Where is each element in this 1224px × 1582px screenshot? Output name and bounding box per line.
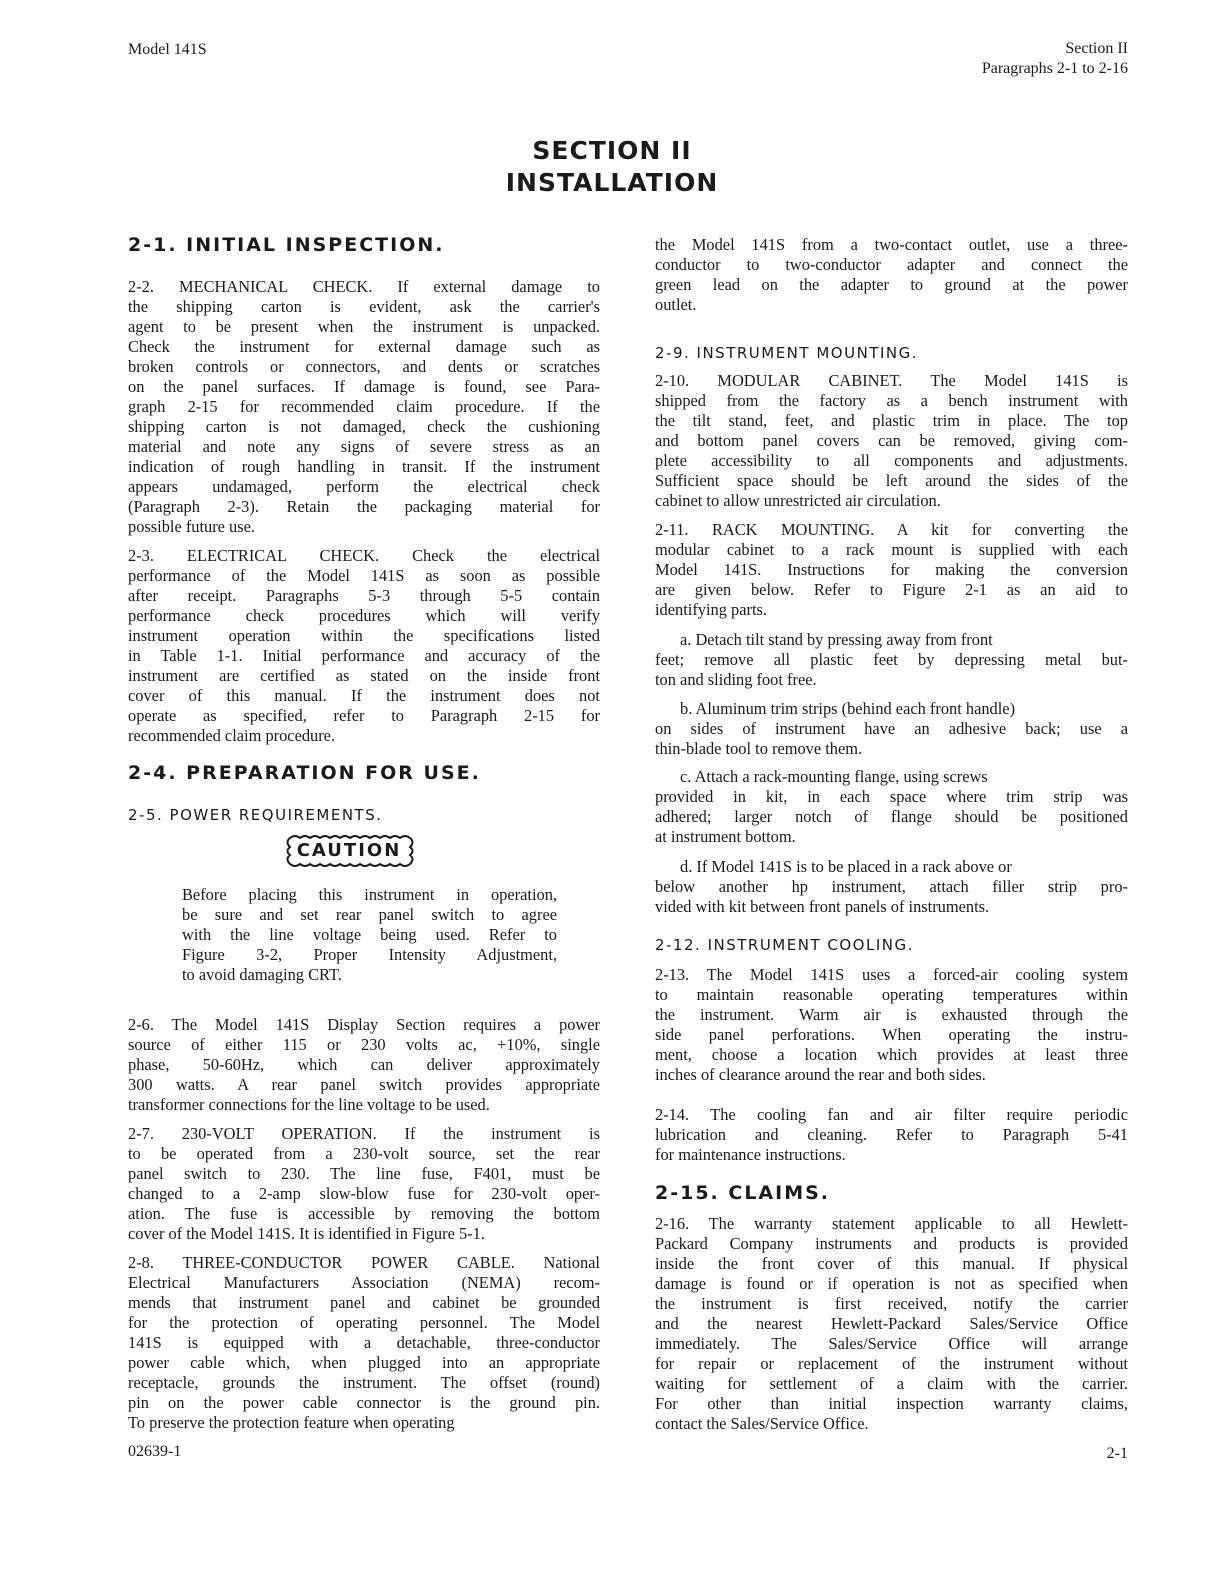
text-line: below another hp instrument, attach filler strip pro- [655,877,1128,896]
text-line: 2-13. The Model 141S uses a forced-air cooling system [655,965,1128,984]
text-line: changed to a 2-amp slow-blow fuse for 230-volt oper- [128,1184,600,1203]
heading-instrument-mounting: 2-9. INSTRUMENT MOUNTING. [655,344,918,362]
text-line: side panel perforations. When operating the instru- [655,1025,1128,1044]
text-line: after receipt. Paragraphs 5-3 through 5-5 contain [128,586,600,605]
text-line: ton and sliding foot free. [655,670,817,689]
text-line: on sides of instrument have an adhesive back; use a [655,719,1128,738]
text-line: 2-6. The Model 141S Display Section requires a power [128,1015,600,1034]
paragraph-2-8-continued [655,235,1128,315]
text-line: Model 141S. Instructions for making the conversion [655,560,1128,579]
text-line: 2-3. ELECTRICAL CHECK. Check the electrical [128,546,600,565]
text-line: contact the Sales/Service Office. [655,1414,869,1433]
text-line: provided in kit, in each space where trim strip was [655,787,1128,806]
step-d-cont [655,877,1128,917]
text-line: on the panel surfaces. If damage is found, see Para- [128,377,600,396]
text-line: the tilt stand, feet, and plastic trim in place. The top [655,411,1128,430]
step-a [680,630,1128,650]
paragraph-2-14 [655,1105,1128,1165]
text-line: lubrication and cleaning. Refer to Paragraph 5-41 [655,1125,1128,1144]
document-number: 02639-1 [128,1443,182,1460]
text-line: conductor to two-conductor adapter and connect the [655,255,1128,274]
text-line: possible future use. [128,517,256,536]
heading-initial-inspection: 2-1. INITIAL INSPECTION. [128,234,445,256]
heading-power-requirements: 2-5. POWER REQUIREMENTS. [128,806,383,824]
text-line: 300 watts. A rear panel switch provides appropriate [128,1075,600,1094]
text-line: graph 2-15 for recommended claim procedure. If the [128,397,600,416]
text-line: inches of clearance around the rear and both sides. [655,1065,986,1084]
text-line: Check the instrument for external damage such as [128,337,600,356]
text-line: and the nearest Hewlett-Packard Sales/Service Office [655,1314,1128,1333]
text-line: Figure 3-2, Proper Intensity Adjustment, [182,945,557,964]
text-line: (Paragraph 2-3). Retain the packaging material for [128,497,600,516]
text-line: outlet. [655,295,697,314]
text-line: shipping carton is not damaged, check the cushioning [128,417,600,436]
text-line: b. Aluminum trim strips (behind each front handle) [680,699,1016,718]
text-line: receptacle, grounds the instrument. The offset (round) [128,1373,600,1392]
text-line: the instrument is first received, notify the carrier [655,1294,1128,1313]
text-line: to avoid damaging CRT. [182,965,342,984]
text-line: be sure and set rear panel switch to agree [182,905,557,924]
paragraph-2-13 [655,965,1128,1085]
text-line: a. Detach tilt stand by pressing away from front [680,630,993,649]
text-line: cabinet to allow unrestricted air circulation. [655,491,941,510]
step-c [680,767,1128,787]
caution-badge [284,834,414,868]
caution-label: CAUTION [296,840,402,861]
text-line: cover of this manual. If the instrument does not [128,686,600,705]
text-line: the shipping carton is evident, ask the carrier's [128,297,600,316]
text-line: instrument operation within the specifications listed [128,626,600,645]
text-line: power cable which, when plugged into an appropriate [128,1353,600,1372]
section-title: SECTION II [532,136,692,165]
text-line: shipped from the factory as a bench instrument with [655,391,1128,410]
text-line: instrument are certified as stated on the inside front [128,666,600,685]
text-line: damage is found or if operation is not as specified when [655,1274,1128,1293]
paragraph-2-3 [128,546,600,746]
text-line: with the line voltage being used. Refer to [182,925,557,944]
text-line: appears undamaged, perform the electrical check [128,477,600,496]
text-line: 2-11. RACK MOUNTING. A kit for converting the [655,520,1128,539]
text-line: 2-8. THREE-CONDUCTOR POWER CABLE. National [128,1253,600,1272]
step-b [680,699,1128,719]
text-line: 2-14. The cooling fan and air filter require periodic [655,1105,1128,1124]
text-line: waiting for settlement of a claim with the carrier. [655,1374,1128,1393]
text-line: identifying parts. [655,600,767,619]
text-line: phase, 50-60Hz, which can deliver approximately [128,1055,600,1074]
text-line: feet; remove all plastic feet by depressing metal but- [655,650,1128,669]
text-line: for repair or replacement of the instrument without [655,1354,1128,1373]
text-line: cover of the Model 141S. It is identified in Figure 5-1. [128,1224,485,1243]
text-line: c. Attach a rack-mounting flange, using screws [680,767,988,786]
text-line: 2-16. The warranty statement applicable to all Hewlett- [655,1214,1128,1233]
paragraph-2-11 [655,520,1128,620]
text-line: 141S is equipped with a detachable, three-conductor [128,1333,600,1352]
text-line: modular cabinet to a rack mount is supplied with each [655,540,1128,559]
step-d [680,857,1128,877]
text-line: 2-10. MODULAR CABINET. The Model 141S is [655,371,1128,390]
text-line: for the protection of operating personnel. The Model [128,1313,600,1332]
header-model: Model 141S [128,41,207,58]
text-line: plete accessibility to all components and adjustments. [655,451,1128,470]
text-line: operate as specified, refer to Paragraph 2-15 for [128,706,600,725]
text-line: at instrument bottom. [655,827,796,846]
text-line: recommended claim procedure. [128,726,336,745]
text-line: panel switch to 230. The line fuse, F401, must be [128,1164,600,1183]
text-line: broken controls or connectors, and dents or scratches [128,357,600,376]
section-subtitle: INSTALLATION [505,168,719,197]
heading-preparation-for-use: 2-4. PREPARATION FOR USE. [128,762,481,784]
text-line: Before placing this instrument in operation, [182,885,557,904]
text-line: d. If Model 141S is to be placed in a rack above or [680,857,1012,876]
header-paragraphs: Paragraphs 2-1 to 2-16 [981,60,1128,77]
text-line: for maintenance instructions. [655,1145,846,1164]
text-line: pin on the power cable connector is the ground pin. [128,1393,600,1412]
paragraph-2-6 [128,1015,600,1115]
paragraph-2-10 [655,371,1128,511]
text-line: material and note any signs of severe stress as an [128,437,600,456]
page-number: 2-1 [1106,1445,1128,1462]
step-b-cont [655,719,1128,759]
text-line: Electrical Manufacturers Association (NEMA) recom- [128,1273,600,1292]
text-line: indication of rough handling in transit. If the instrument [128,457,600,476]
text-line: For other than initial inspection warranty claims, [655,1394,1128,1413]
text-line: in Table 1-1. Initial performance and accuracy of the [128,646,600,665]
text-line: green lead on the adapter to ground at the power [655,275,1128,294]
text-line: are given below. Refer to Figure 2-1 as an aid to [655,580,1128,599]
step-c-cont [655,787,1128,847]
text-line: the Model 141S from a two-contact outlet, use a three- [655,235,1128,254]
text-line: the instrument. Warm air is exhausted through the [655,1005,1128,1024]
paragraph-2-16 [655,1214,1128,1434]
text-line: performance of the Model 141S as soon as possible [128,566,600,585]
step-a-cont [655,650,1128,690]
text-line: source of either 115 or 230 volts ac, +10%, single [128,1035,600,1054]
heading-instrument-cooling: 2-12. INSTRUMENT COOLING. [655,936,914,954]
text-line: and bottom panel covers can be removed, giving com- [655,431,1128,450]
text-line: to maintain reasonable operating temperatures within [655,985,1128,1004]
text-line: thin-blade tool to remove them. [655,739,863,758]
text-line: mends that instrument panel and cabinet be grounded [128,1293,600,1312]
text-line: 2-7. 230-VOLT OPERATION. If the instrument is [128,1124,600,1143]
paragraph-2-2 [128,277,600,537]
text-line: Packard Company instruments and products is provided [655,1234,1128,1253]
paragraph-2-8 [128,1253,600,1433]
caution-text [182,885,557,985]
text-line: Sufficient space should be left around the sides of the [655,471,1128,490]
text-line: performance check procedures which will verify [128,606,600,625]
text-line: ation. The fuse is accessible by removing the bottom [128,1204,600,1223]
text-line: ment, choose a location which provides at least three [655,1045,1128,1064]
text-line: To preserve the protection feature when operating [128,1413,455,1432]
heading-claims: 2-15. CLAIMS. [655,1182,831,1204]
text-line: to be operated from a 230-volt source, set the rear [128,1144,600,1163]
text-line: transformer connections for the line voltage to be used. [128,1095,490,1114]
text-line: immediately. The Sales/Service Office will arrange [655,1334,1128,1353]
text-line: inside the front cover of this manual. If physical [655,1254,1128,1273]
header-section: Section II [1065,40,1128,57]
text-line: adhered; larger notch of flange should be positioned [655,807,1128,826]
paragraph-2-7 [128,1124,600,1244]
text-line: 2-2. MECHANICAL CHECK. If external damage to [128,277,600,296]
text-line: vided with kit between front panels of instruments. [655,897,990,916]
text-line: agent to be present when the instrument is unpacked. [128,317,600,336]
